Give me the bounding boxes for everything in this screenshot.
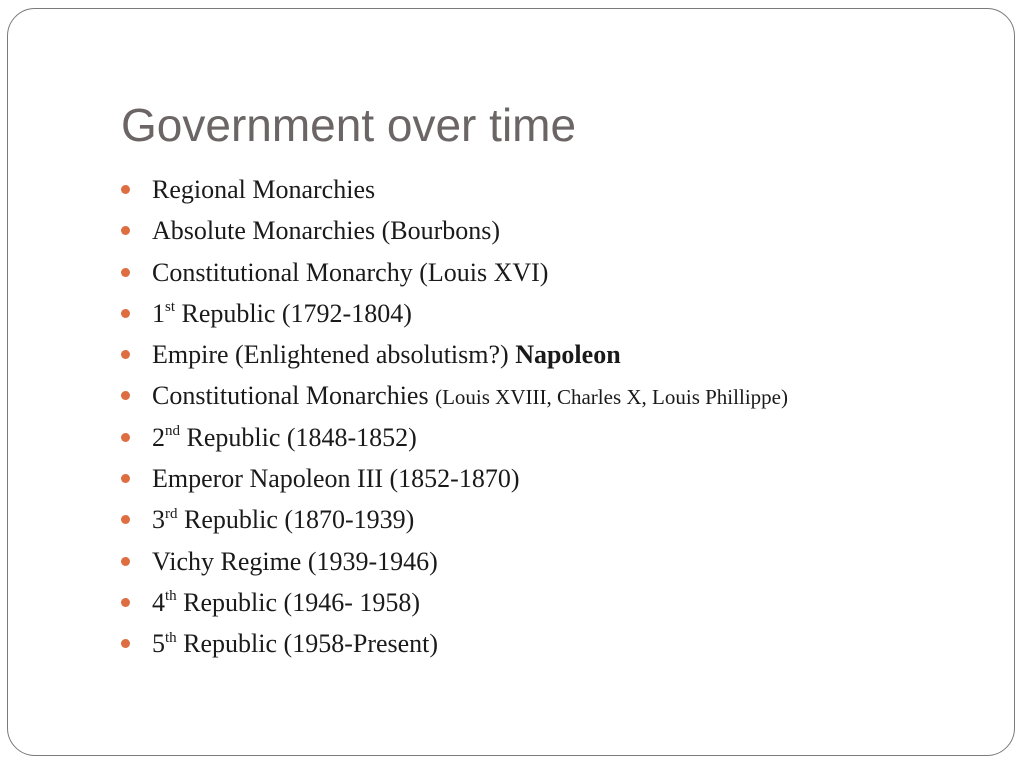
- list-item: [121, 336, 788, 377]
- ordinal-suffix: th: [165, 629, 177, 646]
- list-item: [121, 543, 788, 584]
- bullet-plain: Constitutional Monarchies: [152, 381, 436, 411]
- bullet-plain: Empire (Enlightened absolutism?): [152, 340, 516, 370]
- ordinal-suffix: th: [165, 588, 177, 605]
- list-item: [121, 419, 788, 460]
- bullet-text: Emperor Napoleon III (1852-1870): [152, 464, 520, 494]
- bullet-dot-icon: [121, 309, 130, 318]
- bullet-text: Vichy Regime (1939-1946): [152, 546, 438, 576]
- bullet-rest: Republic (1792-1804): [175, 298, 412, 328]
- bullet-rest: Republic (1958-Present): [176, 629, 439, 659]
- list-item: [121, 584, 788, 625]
- bullet-dot-icon: [121, 350, 130, 359]
- ordinal-number: 1: [152, 298, 165, 328]
- bullet-rest: Republic (1870-1939): [177, 505, 415, 535]
- bullet-text: [152, 584, 420, 622]
- bullet-dot-icon: [121, 268, 130, 277]
- list-item: [121, 625, 788, 666]
- list-item: [121, 254, 788, 295]
- bullet-bold: Napoleon: [515, 340, 621, 370]
- bullet-dot-icon: [121, 598, 130, 607]
- list-item: [121, 212, 788, 253]
- ordinal-number: 2: [152, 422, 165, 452]
- bullet-text: [152, 625, 438, 663]
- bullet-text: Constitutional Monarchy (Louis XVI): [152, 257, 549, 287]
- ordinal-suffix: nd: [165, 423, 180, 440]
- bullet-dot-icon: [121, 391, 130, 400]
- bullet-dot-icon: [121, 433, 130, 442]
- bullet-text: Regional Monarchies: [152, 175, 376, 204]
- list-item: [121, 460, 788, 501]
- ordinal-number: 4: [152, 587, 165, 617]
- ordinal-number: 3: [152, 505, 165, 535]
- slide-frame: [7, 8, 1015, 756]
- bullet-text: [152, 419, 417, 457]
- bullet-dot-icon: [121, 185, 130, 194]
- bullet-small: (Louis XVIII, Charles X, Louis Phillippe): [435, 385, 788, 410]
- bullet-text: [152, 501, 414, 539]
- bullet-dot-icon: [121, 226, 130, 235]
- bullet-dot-icon: [121, 474, 130, 483]
- bullet-text: [152, 377, 788, 416]
- ordinal-number: 5: [152, 629, 165, 659]
- bullet-text: Absolute Monarchies (Bourbons): [152, 216, 501, 246]
- bullet-dot-icon: [121, 639, 130, 648]
- list-item: [121, 377, 788, 418]
- ordinal-suffix: st: [165, 299, 176, 316]
- ordinal-suffix: rd: [165, 505, 178, 522]
- slide-title: Government over time: [121, 99, 577, 151]
- bullet-dot-icon: [121, 557, 130, 566]
- bullet-rest: Republic (1946- 1958): [176, 587, 421, 617]
- bullet-dot-icon: [121, 515, 130, 524]
- list-item: [121, 171, 788, 212]
- bullet-rest: Republic (1848-1852): [180, 422, 417, 452]
- bullet-text: [152, 295, 412, 333]
- list-item: [121, 295, 788, 336]
- bullet-list: [121, 171, 788, 667]
- bullet-text: [152, 336, 621, 374]
- list-item: [121, 501, 788, 542]
